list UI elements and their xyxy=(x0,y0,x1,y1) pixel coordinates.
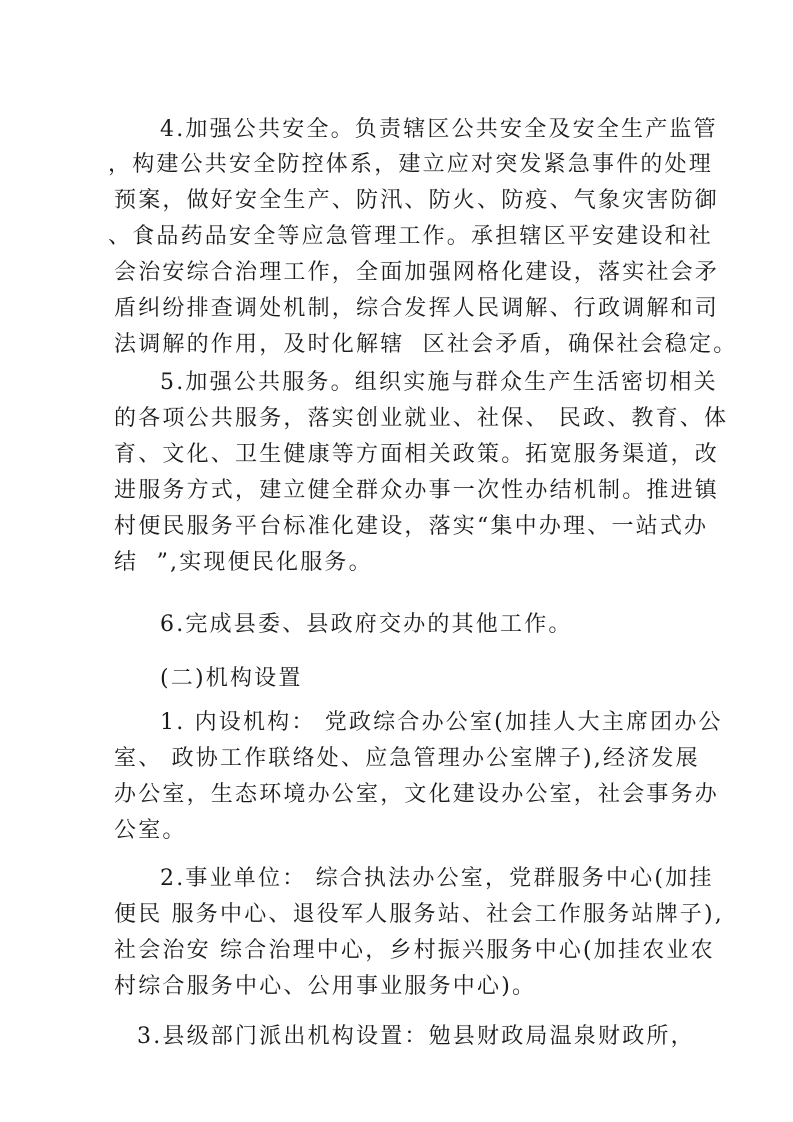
section-2-line-4: 村综合服务中心、公用事业服务中心)。 xyxy=(114,974,537,999)
section-2-line-2: 便民 服务中心、退役军人服务站、社会工作服务站牌子), xyxy=(114,902,724,927)
section-1-line-4: 公室。 xyxy=(114,818,187,843)
section-2-line-1: 2.事业单位： 综合执法办公室，党群服务中心(加挂 xyxy=(160,866,714,891)
paragraph-5-line-6: 结 ”,实现便民化服务。 xyxy=(114,550,373,575)
paragraph-4-line-7: 法调解的作用，及时化解辖 区社会矛盾，确保社会稳定。 xyxy=(114,332,738,357)
section-heading-institutions: (二)机构设置 xyxy=(160,666,303,691)
section-1-line-3: 办公室，生态环境办公室，文化建设办公室，社会事务办 xyxy=(114,782,720,807)
section-1-line-2: 室、 政协工作联络处、应急管理办公室牌子),经济发展 xyxy=(114,746,700,771)
paragraph-5-line-5: 村便民服务平台标准化建设，落实“集中办理、一站式办 xyxy=(114,514,709,539)
paragraph-5-line-1: 5.加强公共服务。组织实施与群众生产生活密切相关 xyxy=(160,370,718,395)
paragraph-5-line-3: 育、文化、卫生健康等方面相关政策。拓宽服务渠道，改 xyxy=(114,442,720,467)
paragraph-6-line-1: 6.完成县委、县政府交办的其他工作。 xyxy=(160,612,573,637)
paragraph-4-line-4: 、食品药品安全等应急管理工作。承担辖区平安建设和社 xyxy=(108,224,714,249)
paragraph-4-line-1: 4.加强公共安全。负责辖区公共安全及安全生产监管 xyxy=(160,117,718,142)
paragraph-4-line-6: 盾纠纷排查调处机制，综合发挥人民调解、行政调解和司 xyxy=(114,296,720,321)
paragraph-4-line-3: 预案，做好安全生产、防汛、防火、防疫、气象灾害防御 xyxy=(114,188,720,213)
section-1-line-1: 1. 内设机构： 党政综合办公室(加挂人大主席团办公 xyxy=(160,710,723,735)
paragraph-5-line-4: 进服务方式，建立健全群众办事一次性办结机制。推进镇 xyxy=(114,478,720,503)
section-2-line-3: 社会治安 综合治理中心，乡村振兴服务中心(加挂农业农 xyxy=(114,938,715,963)
section-3-line-1: 3.县级部门派出机构设置：勉县财政局温泉财政所， xyxy=(137,1024,695,1049)
paragraph-5-line-2: 的各项公共服务，落实创业就业、社保、 民政、教育、体 xyxy=(114,406,729,431)
paragraph-4-line-5: 会治安综合治理工作，全面加强网格化建设，落实社会矛 xyxy=(114,260,720,285)
paragraph-4-line-2: ，构建公共安全防控体系，建立应对突发紧急事件的处理 xyxy=(108,152,714,177)
